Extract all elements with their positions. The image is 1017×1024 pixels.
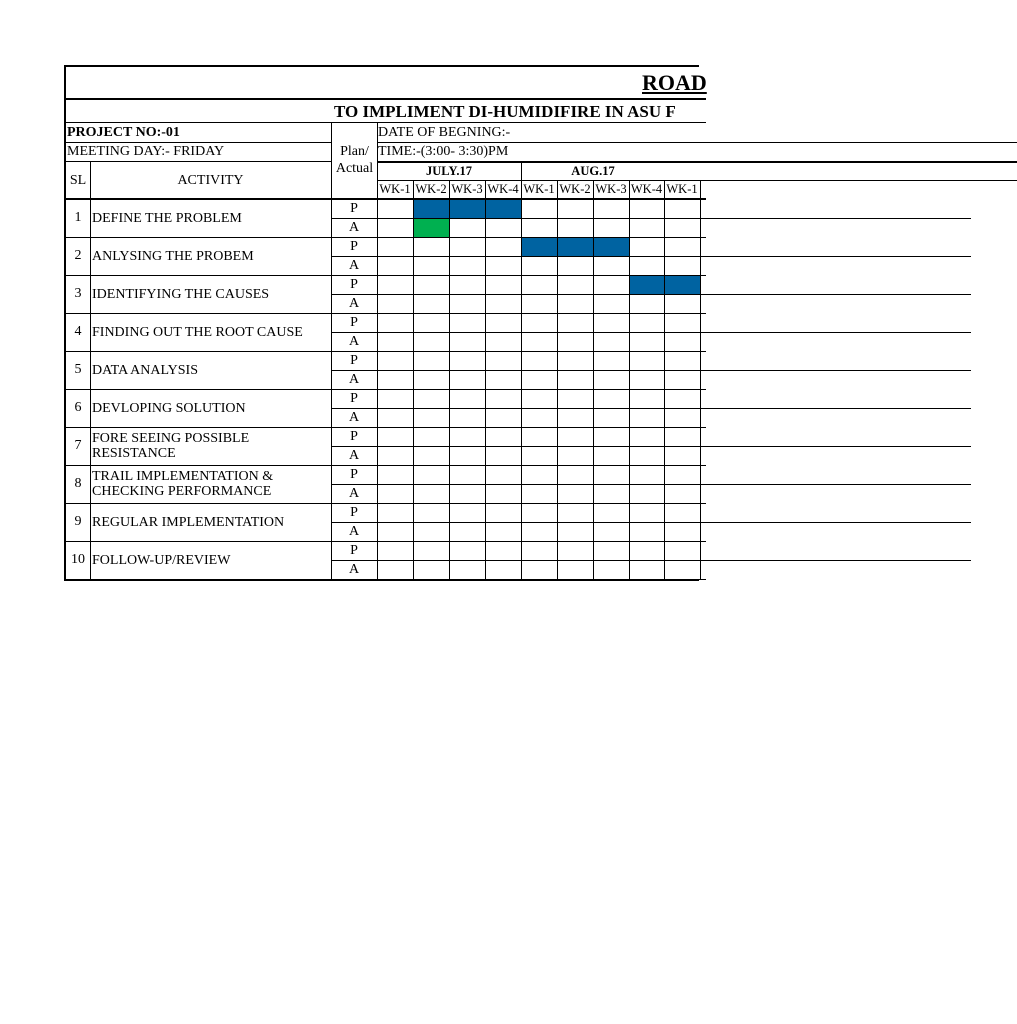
actual-label: A bbox=[348, 409, 360, 425]
grid-vline bbox=[90, 162, 91, 579]
actual-label: A bbox=[348, 295, 360, 311]
plan-bar-cell bbox=[521, 238, 557, 256]
week-header: WK-1 bbox=[523, 182, 555, 196]
activity-name: FINDING OUT THE ROOT CAUSE bbox=[92, 324, 303, 340]
activity-name: DEVLOPING SOLUTION bbox=[92, 400, 246, 416]
grid-vline bbox=[700, 180, 701, 579]
plan-actual-header: Plan/ Actual bbox=[335, 144, 374, 176]
activity-sl: 9 bbox=[74, 514, 82, 529]
week-header: WK-2 bbox=[415, 182, 447, 196]
grid-vline bbox=[485, 180, 486, 579]
activity-header: ACTIVITY bbox=[177, 172, 244, 188]
actual-label: A bbox=[348, 371, 360, 387]
grid-vline bbox=[521, 180, 522, 579]
grid-vline bbox=[449, 180, 450, 579]
plan-label: P bbox=[350, 200, 358, 216]
activity-name: FORE SEEING POSSIBLE RESISTANCE bbox=[92, 431, 250, 461]
actual-label: A bbox=[348, 561, 360, 577]
activity-sl: 4 bbox=[74, 324, 82, 339]
activity-sl: 2 bbox=[74, 248, 82, 263]
grid-hline bbox=[331, 484, 971, 485]
activity-sl: 1 bbox=[74, 210, 82, 225]
actual-bar-cell bbox=[413, 219, 449, 237]
plan-bar-cell bbox=[485, 200, 521, 218]
activity-sl: 7 bbox=[74, 438, 82, 453]
plan-label: P bbox=[350, 428, 358, 444]
grid-vline bbox=[593, 180, 594, 579]
grid-hline bbox=[331, 408, 971, 409]
week-header: WK-4 bbox=[487, 182, 519, 196]
month-header: JULY.17 bbox=[426, 163, 472, 178]
plan-bar-cell bbox=[664, 276, 700, 294]
plan-label: P bbox=[350, 352, 358, 368]
month-header: AUG.17 bbox=[571, 163, 615, 178]
activity-name: DEFINE THE PROBLEM bbox=[92, 210, 242, 226]
grid-vline bbox=[629, 180, 630, 579]
plan-bar-cell bbox=[449, 200, 485, 218]
activity-name: DATA ANALYSIS bbox=[92, 362, 198, 378]
actual-label: A bbox=[348, 219, 360, 235]
grid-hline bbox=[331, 256, 971, 257]
plan-label: P bbox=[350, 504, 358, 520]
grid-hline bbox=[331, 370, 971, 371]
week-header: WK-1 bbox=[666, 182, 698, 196]
grid-hline bbox=[331, 332, 971, 333]
activity-name: TRAIL IMPLEMENTATION & CHECKING PERFORMANCE bbox=[92, 469, 274, 499]
week-header: WK-3 bbox=[451, 182, 483, 196]
project-number: PROJECT NO:-01 bbox=[67, 124, 180, 140]
activity-sl: 5 bbox=[74, 362, 82, 377]
plan-bar-cell bbox=[629, 276, 664, 294]
plan-bar-cell bbox=[413, 200, 449, 218]
sheet-title: ROAD bbox=[642, 70, 707, 95]
grid-vline bbox=[557, 180, 558, 579]
activity-sl: 8 bbox=[74, 476, 82, 491]
plan-label: P bbox=[350, 542, 358, 558]
grid-vline bbox=[413, 180, 414, 579]
plan-bar-cell bbox=[557, 238, 593, 256]
week-header: WK-1 bbox=[379, 182, 411, 196]
plan-label: P bbox=[350, 390, 358, 406]
meeting-day: MEETING DAY:- FRIDAY bbox=[67, 143, 225, 159]
week-header: WK-2 bbox=[559, 182, 591, 196]
actual-label: A bbox=[348, 257, 360, 273]
plan-label: P bbox=[350, 276, 358, 292]
grid-hline bbox=[66, 579, 706, 580]
activity-name: REGULAR IMPLEMENTATION bbox=[92, 514, 285, 530]
grid-vline bbox=[664, 180, 665, 579]
plan-label: P bbox=[350, 314, 358, 330]
plan-bar-cell bbox=[593, 238, 629, 256]
activity-sl: 10 bbox=[71, 552, 85, 567]
grid-hline bbox=[66, 98, 706, 100]
week-header: WK-3 bbox=[595, 182, 627, 196]
actual-label: A bbox=[348, 485, 360, 501]
actual-label: A bbox=[348, 333, 360, 349]
sheet-subtitle: TO IMPLIMENT DI-HUMIDIFIRE IN ASU F bbox=[334, 102, 676, 121]
week-header: WK-4 bbox=[630, 182, 663, 196]
sl-header: SL bbox=[69, 172, 87, 188]
activity-sl: 3 bbox=[74, 286, 82, 301]
grid-hline bbox=[331, 522, 971, 523]
grid-hline bbox=[331, 218, 971, 219]
date-of-beginning: DATE OF BEGNING:- bbox=[378, 124, 511, 140]
grid-hline bbox=[331, 294, 971, 295]
activity-sl: 6 bbox=[74, 400, 82, 415]
grid-hline bbox=[331, 446, 971, 447]
activity-name: IDENTIFYING THE CAUSES bbox=[92, 286, 270, 302]
gantt-sheet bbox=[64, 65, 707, 581]
plan-label: P bbox=[350, 466, 358, 482]
meeting-time: TIME:-(3:00- 3:30)PM bbox=[378, 143, 509, 159]
actual-label: A bbox=[348, 523, 360, 539]
activity-name: FOLLOW-UP/REVIEW bbox=[92, 552, 231, 568]
activity-name: ANLYSING THE PROBEM bbox=[92, 248, 254, 264]
grid-hline bbox=[331, 560, 971, 561]
plan-label: P bbox=[350, 238, 358, 254]
actual-label: A bbox=[348, 447, 360, 463]
